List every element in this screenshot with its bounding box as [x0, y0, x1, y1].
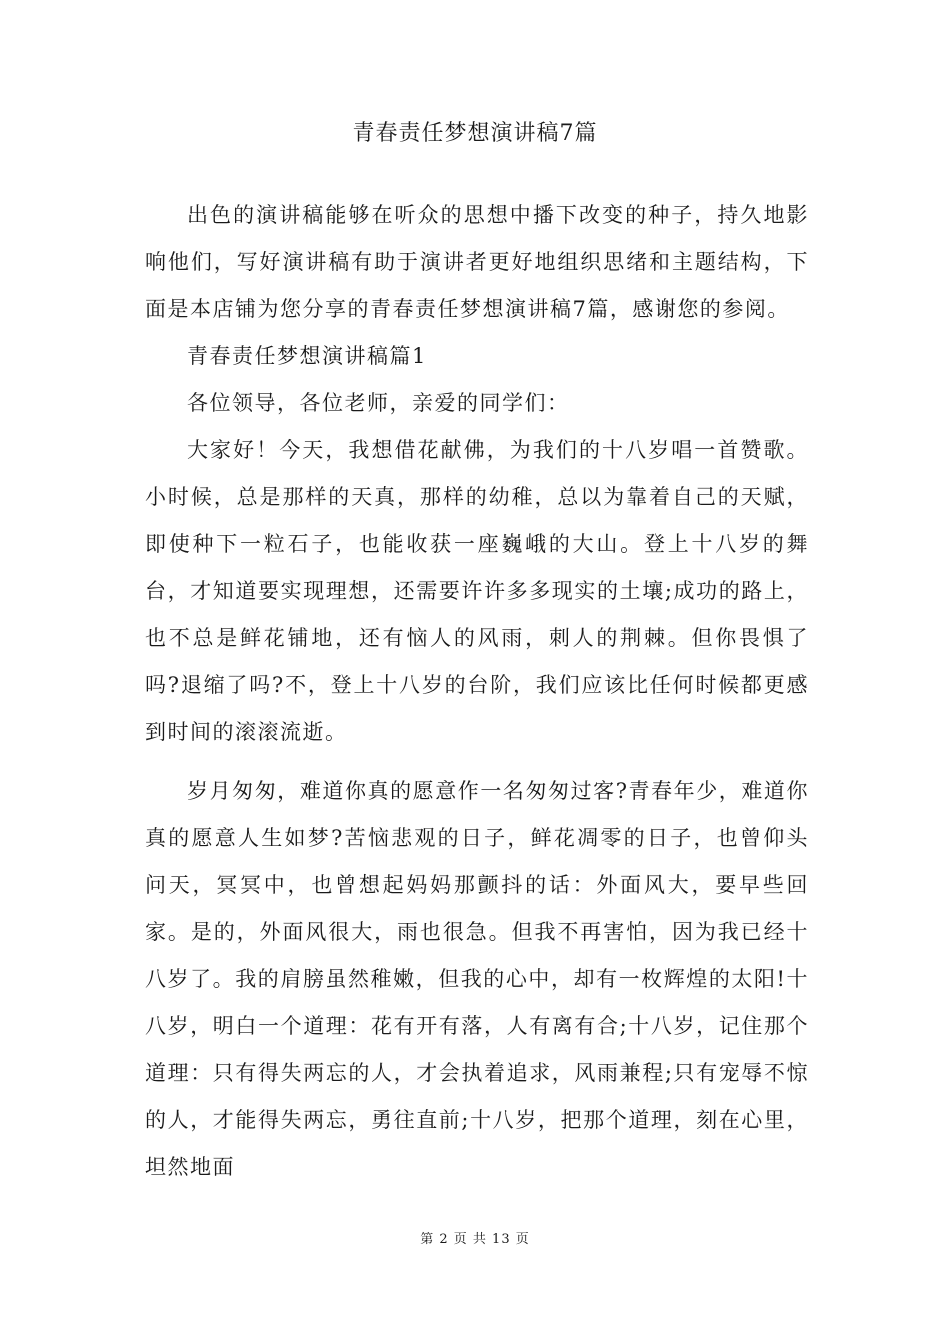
page-number: 第 2 页 共 13 页 [420, 1232, 530, 1247]
section-heading: 青春责任梦想演讲稿篇1 [187, 344, 427, 368]
salutation: 各位领导，各位老师，亲爱的同学们： [187, 391, 570, 415]
intro-paragraph: 出色的演讲稿能够在听众的思想中播下改变的种子，持久地影响他们，写好演讲稿有助于演讲者更好地组织思绪和主题结构，下面是本店铺为您分享的青春责任梦想演讲稿7篇，感谢您的参阅。 [145, 203, 809, 321]
document-title: 青春责任梦想演讲稿7篇 [352, 121, 598, 146]
body-paragraph: 岁月匆匆，难道你真的愿意作一名匆匆过客?青春年少，难道你真的愿意人生如梦?苦恼悲观的日子，鲜花凋零的日子，也曾仰头问天，冥冥中，也曾想起妈妈那颤抖的话：外面风大，要早些回家。是的，外面风很大，雨也很急。但我不再害怕，因为我已经十八岁了。我的肩膀虽然稚嫩，但我的心中，却有一枚辉煌的太阳!十八岁，明白一个道理：花有开有落，人有离有合;十八岁，记住那个道理：只有得失两忘的人，才会执着追求，风雨兼程;只有宠辱不惊的人，才能得失两忘，勇往直前;十八岁，把那个道理，刻在心里，坦然地面 [145, 779, 809, 1179]
body-paragraph: 大家好！今天，我想借花献佛，为我们的十八岁唱一首赞歌。小时候，总是那样的天真，那样的幼稚，总以为靠着自己的天赋，即使种下一粒石子，也能收获一座巍峨的大山。登上十八岁的舞台，才知道要实现理想，还需要许许多多现实的土壤;成功的路上，也不总是鲜花铺地，还有恼人的风雨，刺人的荆棘。但你畏惧了吗?退缩了吗?不，登上十八岁的台阶，我们应该比任何时候都更感到时间的滚滚流逝。 [145, 438, 809, 744]
document-body [145, 192, 809, 1191]
